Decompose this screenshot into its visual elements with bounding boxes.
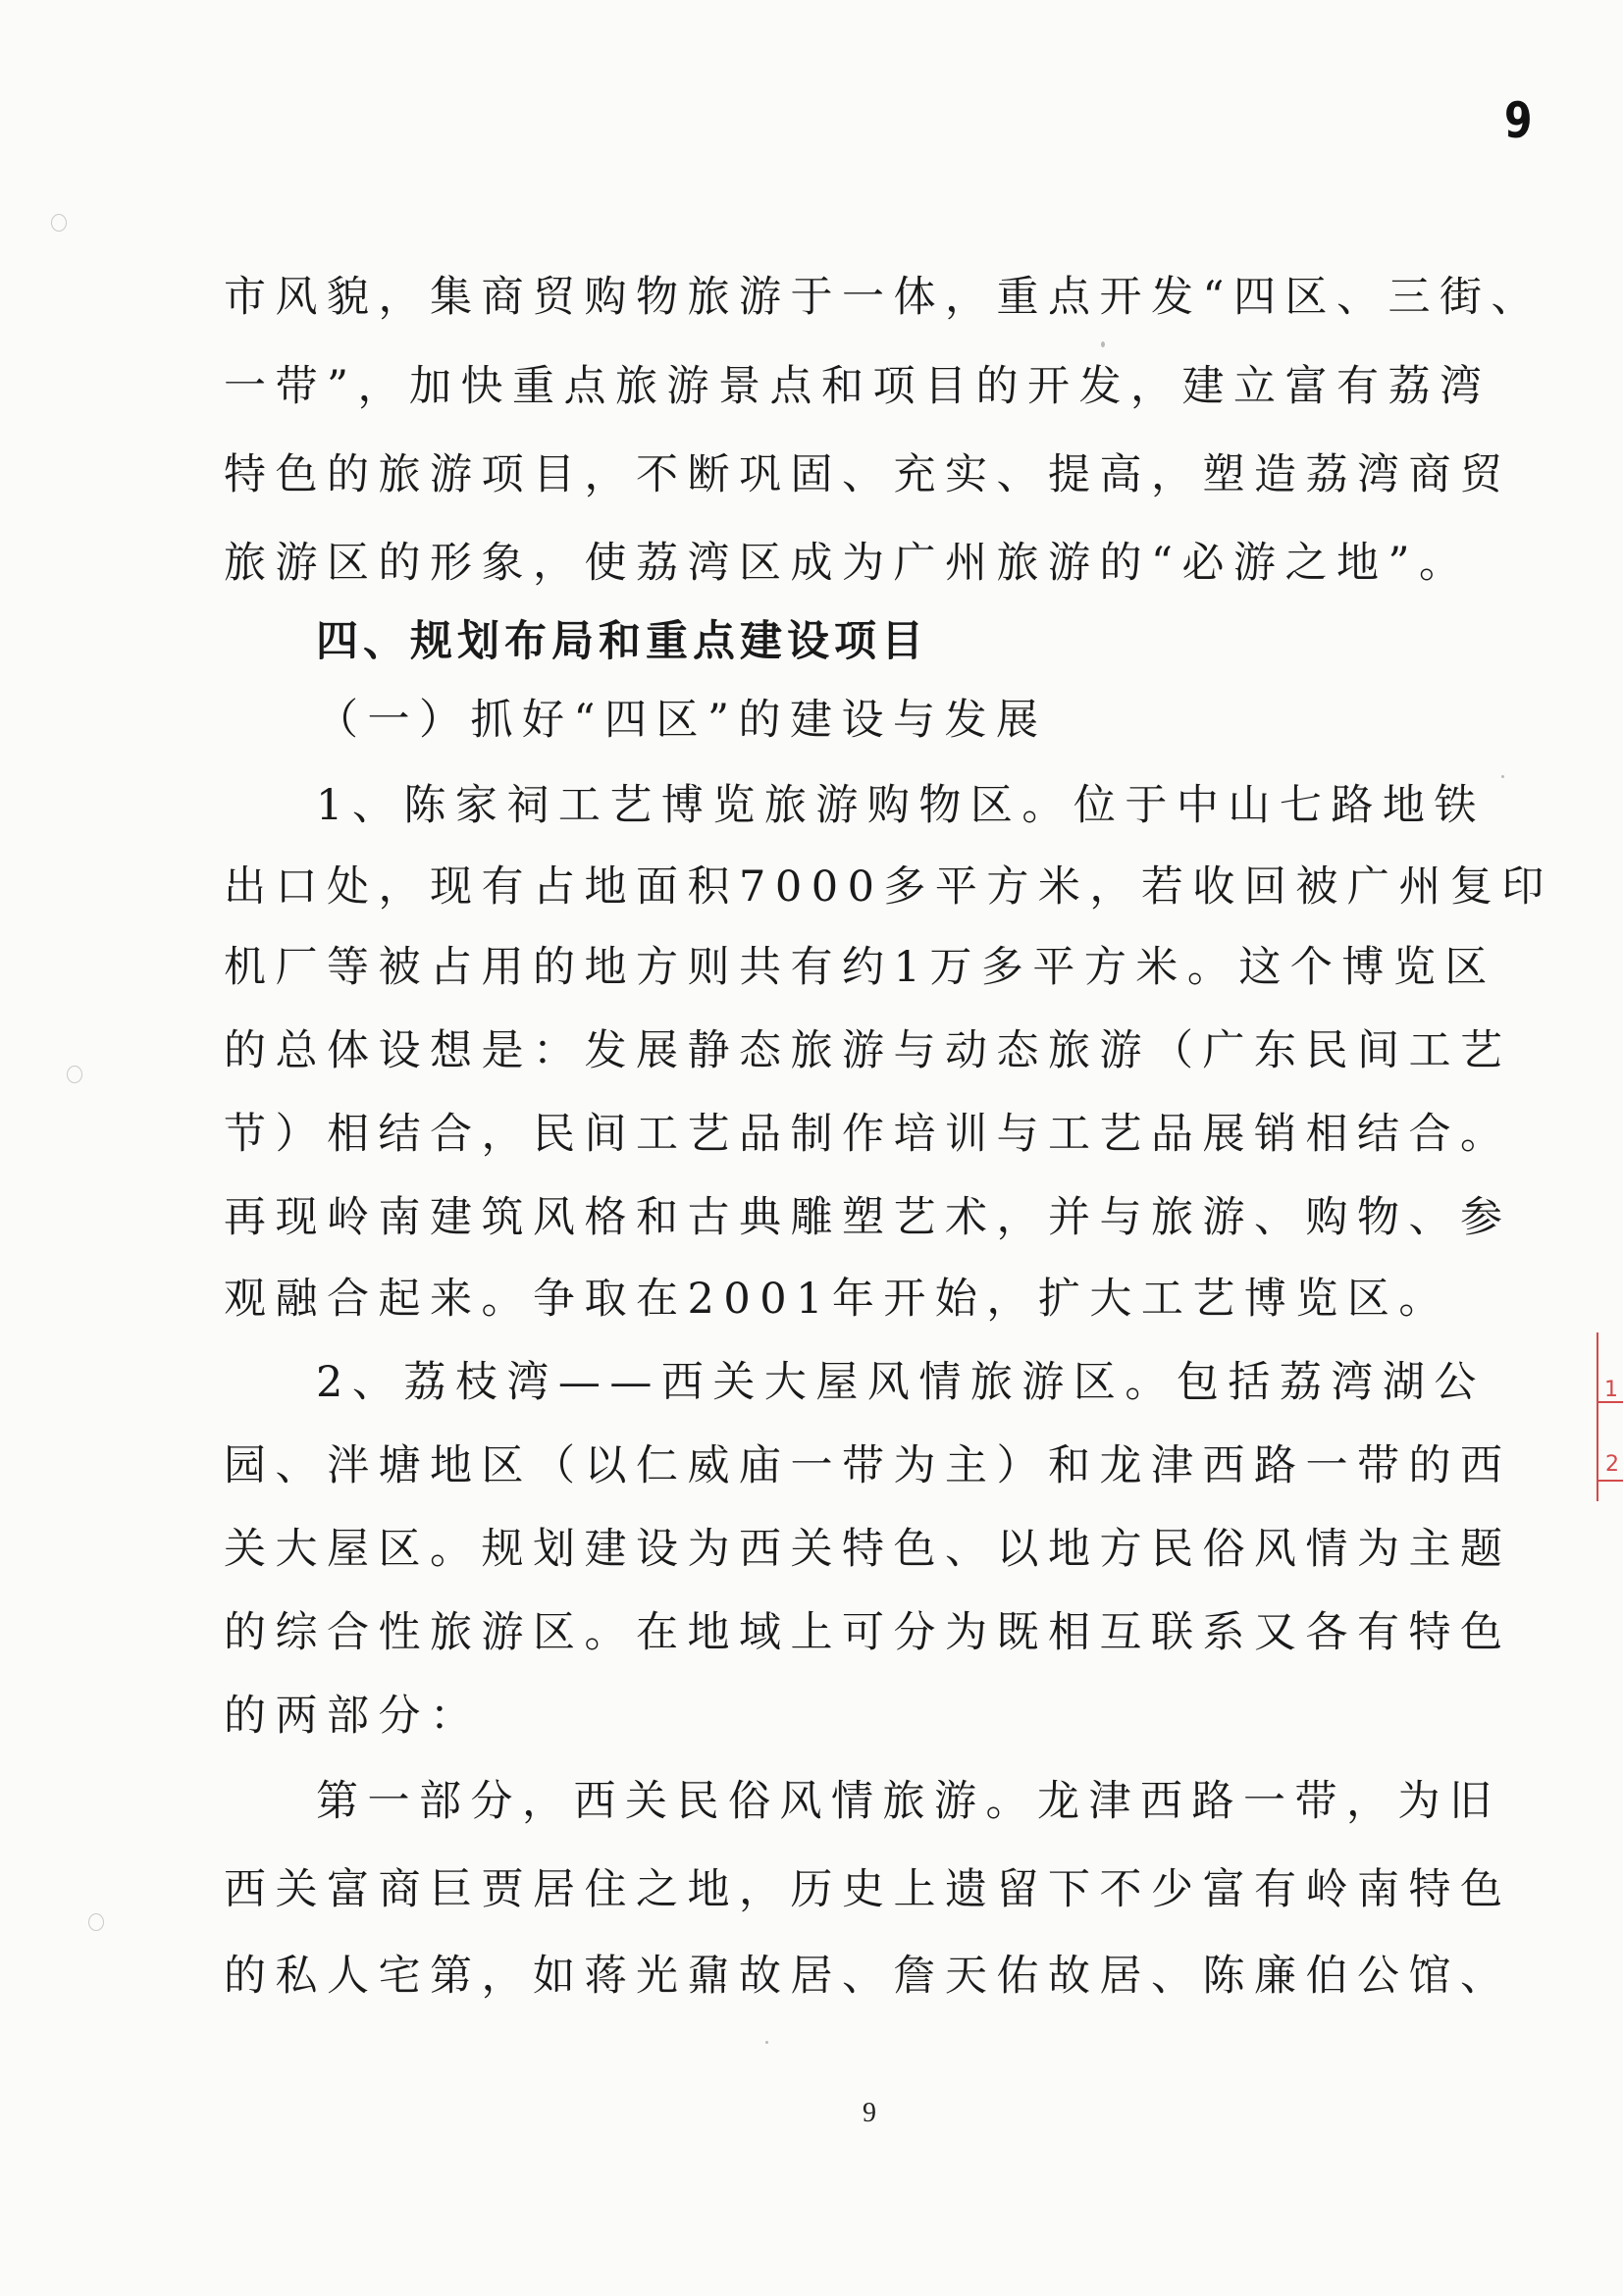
body-line: 的总体设想是：发展静态旅游与动态旅游（广东民间工艺 — [224, 1026, 1512, 1075]
stamp-mark-1: 1 — [1604, 1378, 1618, 1402]
body-line: 的私人宅第，如蒋光鼐故居、詹天佑故居、陈廉伯公馆、 — [224, 1952, 1512, 2001]
body-line: 机厂等被占用的地方则共有约1万多平方米。这个博览区 — [224, 943, 1496, 992]
red-stamp-mark — [1591, 1332, 1623, 1501]
body-line: 的综合性旅游区。在地域上可分为既相互联系又各有特色 — [224, 1608, 1512, 1657]
stamp-tick — [1597, 1480, 1623, 1482]
body-line: 旅游区的形象，使荔湾区成为广州旅游的“必游之地”。 — [224, 539, 1471, 588]
subsection-heading: （一）抓好“四区”的建设与发展 — [316, 696, 1048, 745]
punch-hole-mark — [88, 1913, 104, 1931]
body-line: 特色的旅游项目，不断巩固、充实、提高，塑造荔湾商贸 — [224, 450, 1512, 499]
scan-speck — [1101, 341, 1105, 347]
body-line: 第一部分，西关民俗风情旅游。龙津西路一带，为旧 — [316, 1777, 1501, 1826]
body-line: 一带”，加快重点旅游景点和项目的开发，建立富有荔湾 — [224, 362, 1492, 411]
page-number-top: 9 — [1504, 92, 1533, 149]
body-line: 再现岭南建筑风格和古典雕塑艺术，并与旅游、购物、参 — [224, 1193, 1512, 1242]
body-line: 的两部分： — [224, 1692, 482, 1741]
page-number-bottom: 9 — [863, 2098, 876, 2128]
stamp-mark-2: 2 — [1605, 1452, 1619, 1477]
body-line: 园、泮塘地区（以仁威庙一带为主）和龙津西路一带的西 — [224, 1441, 1512, 1490]
body-line: 观融合起来。争取在2001年开始，扩大工艺博览区。 — [224, 1275, 1450, 1324]
punch-hole-mark — [67, 1066, 82, 1083]
body-line: 节）相结合，民间工艺品制作培训与工艺品展销相结合。 — [224, 1110, 1512, 1159]
body-line: 1、陈家祠工艺博览旅游购物区。位于中山七路地铁 — [316, 781, 1486, 830]
body-line: 西关富商巨贾居住之地，历史上遗留下不少富有岭南特色 — [224, 1865, 1512, 1914]
body-line: 2、荔枝湾——西关大屋风情旅游区。包括荔湾湖公 — [316, 1358, 1486, 1407]
body-line: 出口处，现有占地面积7000多平方米，若收回被广州复印 — [224, 862, 1553, 912]
scan-speck — [1501, 775, 1504, 778]
body-line: 市风貌，集商贸购物旅游于一体，重点开发“四区、三街、 — [224, 273, 1543, 322]
body-line: 关大屋区。规划建设为西关特色、以地方民俗风情为主题 — [224, 1525, 1512, 1574]
scan-speck — [765, 2041, 768, 2044]
section-heading: 四、规划布局和重点建设项目 — [316, 617, 928, 666]
punch-hole-mark — [51, 214, 67, 232]
